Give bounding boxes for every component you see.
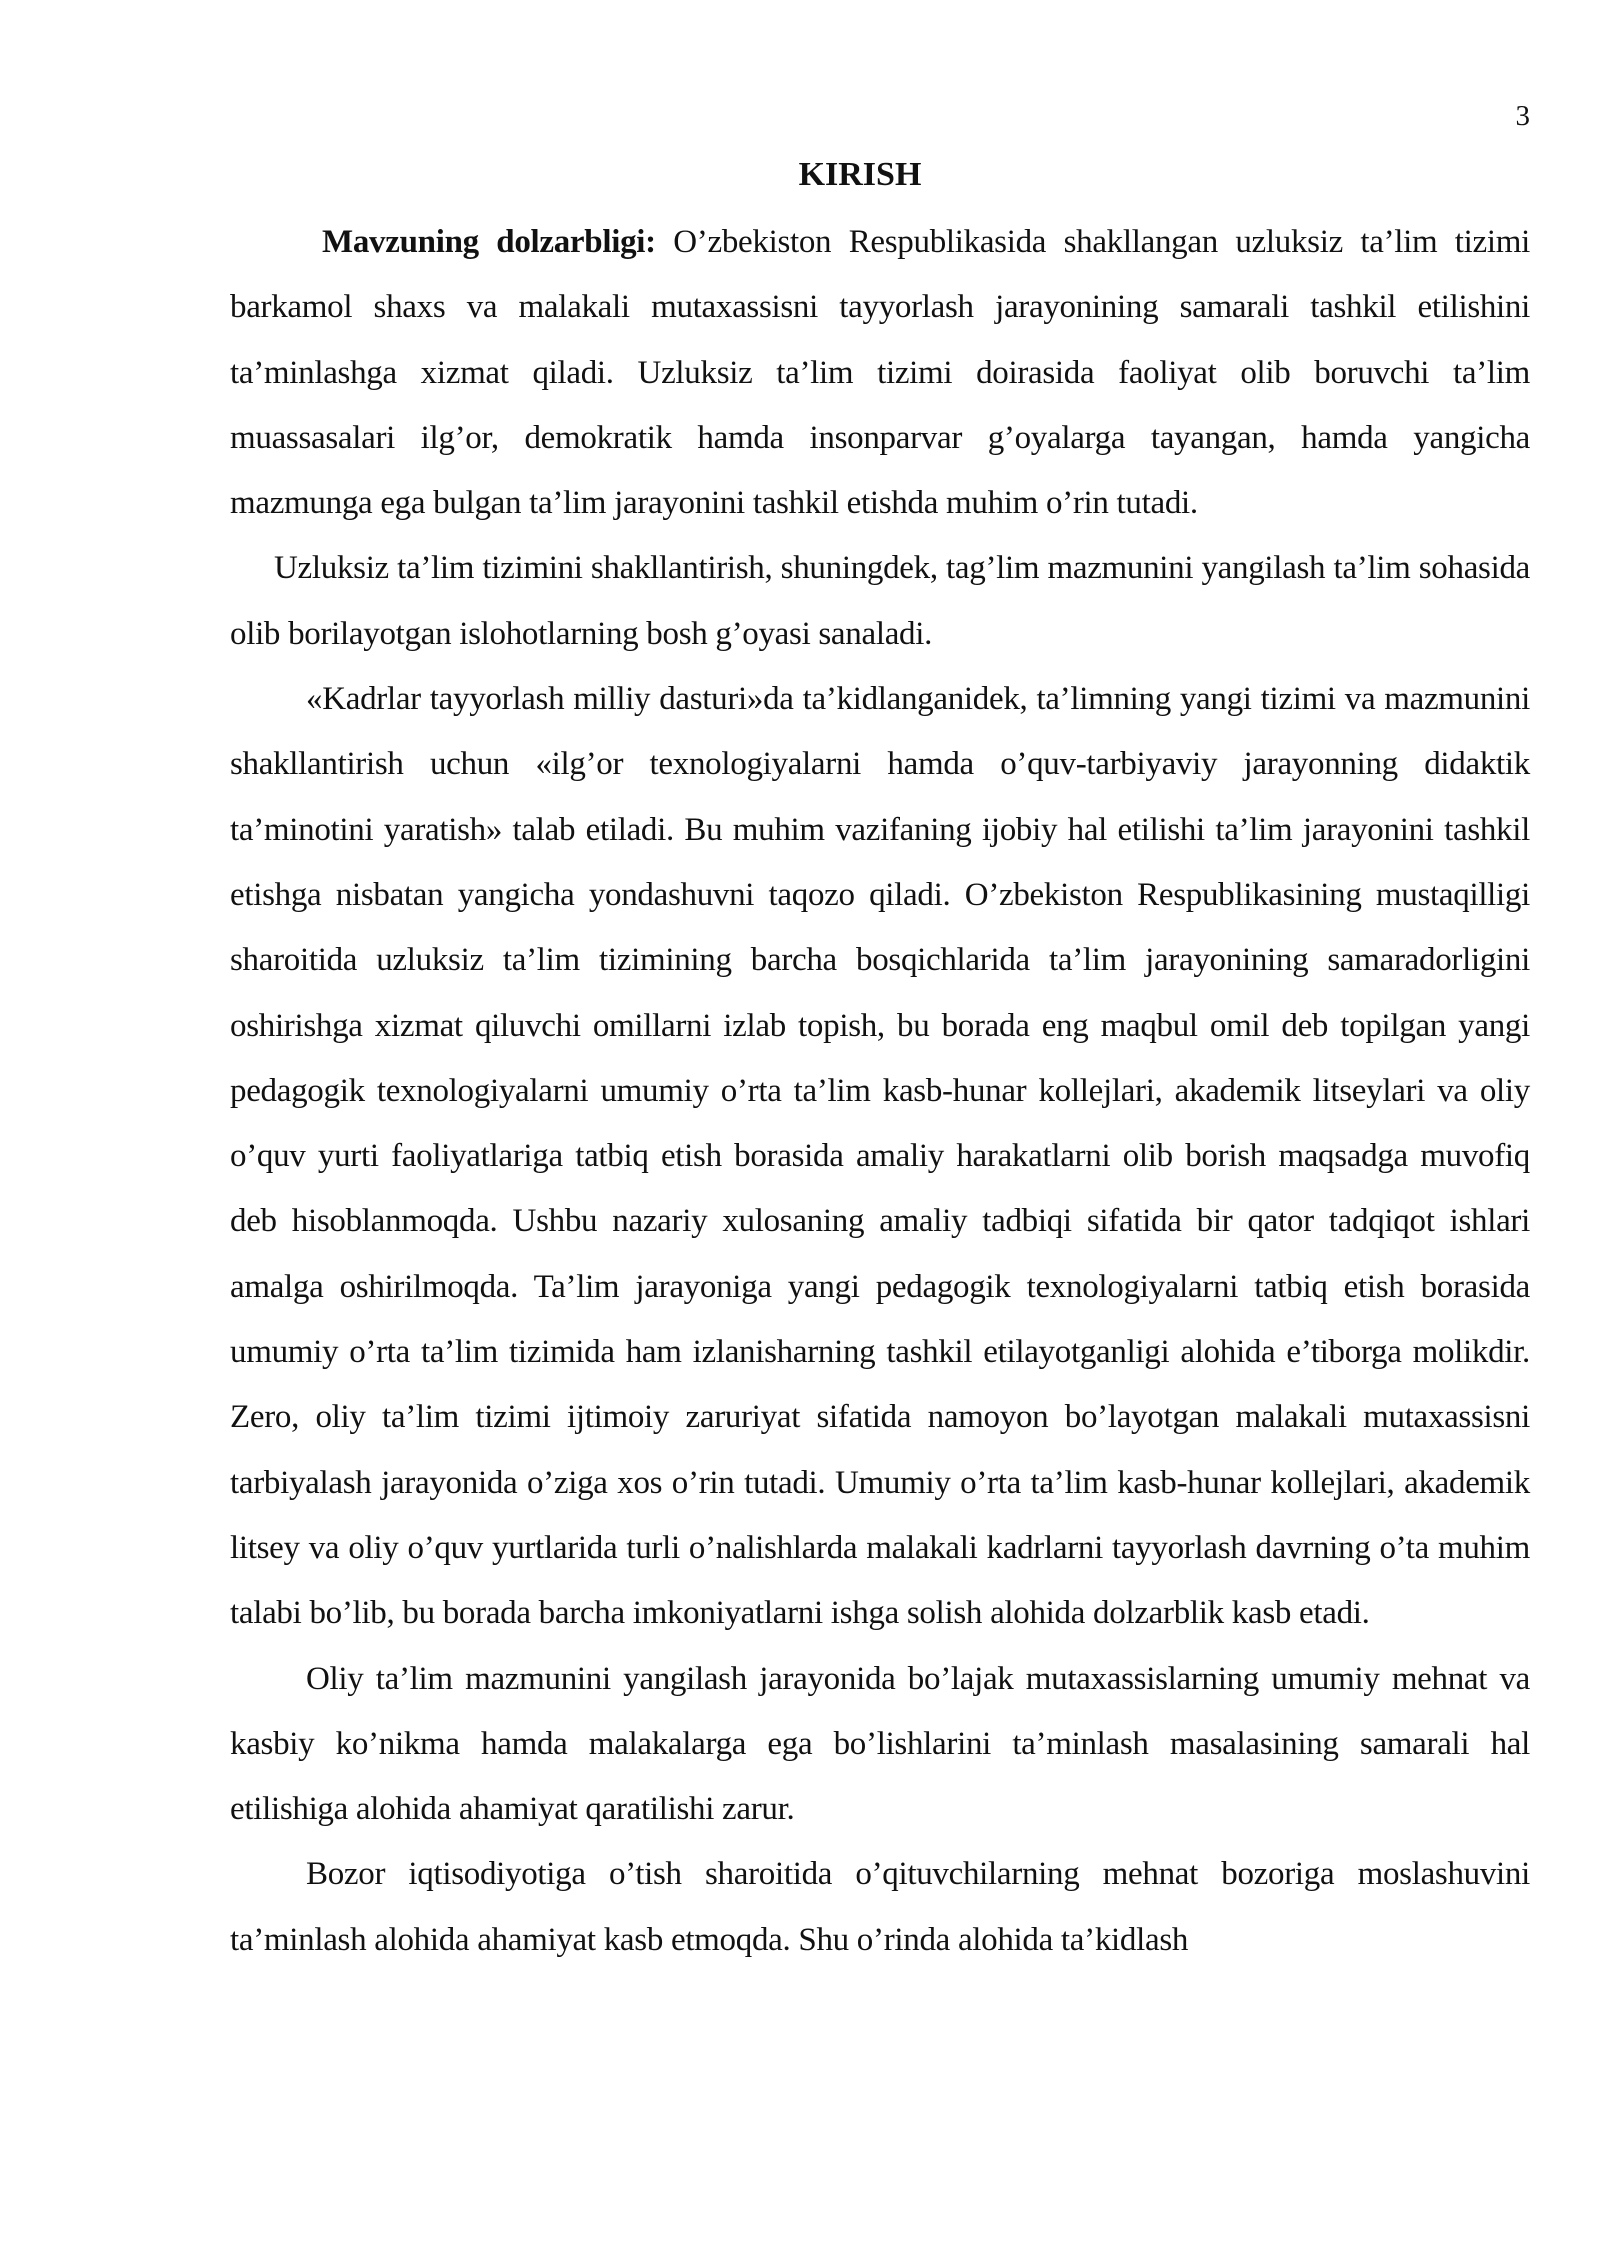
paragraph-text: O’zbekiston Respublikasida shakllangan uzluksiz ta’lim tizimi barkamol shaxs va malakali mutaxassisni tayyorlash jarayonining samarali tashkil etilishini ta’minlashga xizmat qiladi. Uzluksiz ta’lim tizimi doirasida faoliyat olib boruvchi ta’lim muassasalari ilg’or, demokratik hamda insonparvar g’oyalarga tayangan, hamda yangicha mazmunga ega bulgan ta’lim jarayonini tashkil etishda muhim o’rin tutadi. — [230, 224, 1530, 522]
paragraph-national-program: «Kadrlar tayyorlash milliy dasturi»da ta’kidlanganidek, ta’limning yangi tizimi va mazmunini shakllantirish uchun «ilg’or texnologiyalarni hamda o’quv-tarbiyaviy jarayonning didaktik ta’minotini yaratish» talab etiladi. Bu muhim vazifaning ijobiy hal etilishi ta’lim jarayonini tashkil etishga nisbatan yangicha yondashuvni taqozo qiladi. O’zbekiston Respublikasining mustaqilligi sharoitida uzluksiz ta’lim tizimining barcha bosqichlarida ta’lim jarayonining samaradorligini oshirishga xizmat qiluvchi omillarni izlab topish, bu borada eng maqbul omil deb topilgan yangi pedagogik texnologiyalarni umumiy o’rta ta’lim kasb-hunar kollejlari, akademik litseylari va oliy o’quv yurti faoliyatlariga tatbiq etish borasida amaliy harakatlarni olib borish maqsadga muvofiq deb hisoblanmoqda. Ushbu nazariy xulosaning amaliy tadbiqi sifatida bir qator tadqiqot ishlari amalga oshirilmoqda. Ta’lim jarayoniga yangi pedagogik texnologiyalarni tatbiq etish borasida umumiy o’rta ta’lim tizimida ham izlanisharning tashkil etilayotganligi alohida e’tiborga molikdir. Zero, oliy ta’lim tizimi ijtimoiy zaruriyat sifatida namoyon bo’layotgan malakali mutaxassisni tarbiyalash jarayonida o’ziga xos o’rin tutadi. Umumiy o’rta ta’lim kasb-hunar kollejlari, akademik litsey va oliy o’quv yurtlarida turli o’nalishlarda malakali kadrlarni tayyorlash davrning o’ta muhim talabi bo’lib, bu borada barcha imkoniyatlarni ishga solish alohida dolzarblik kasb etadi. — [230, 681, 1530, 1632]
paragraph-higher-education: Oliy ta’lim mazmunini yangilash jarayonida bo’lajak mutaxassislarning umumiy mehnat va kasbiy ko’nikma hamda malakalarga ega bo’lishlarini ta’minlash masalasining samarali hal etilishiga alohida ahamiyat qaratilishi zarur. — [230, 1660, 1530, 1828]
paragraph-lead-label: Mavzuning dolzarbligi: — [322, 224, 656, 260]
document-body — [230, 210, 1530, 1973]
paragraph-continuous-education: Uzluksiz ta’lim tizimini shakllantirish, shuningdek, tag’lim mazmunini yangilash ta’lim sohasida olib borilayotgan islohotlarning bosh g’oyasi sanaladi. — [230, 550, 1530, 652]
section-heading: KIRISH — [798, 156, 922, 193]
paragraph-market-economy: Bozor iqtisodiyotiga o’tish sharoitida o’qituvchilarning mehnat bozoriga moslashuvini ta’minlash alohida ahamiyat kasb etmoqda. Shu o’rinda alohida ta’kidlash — [230, 1856, 1530, 1958]
page-number: 3 — [1515, 100, 1530, 132]
paragraph-relevance — [230, 210, 1530, 536]
